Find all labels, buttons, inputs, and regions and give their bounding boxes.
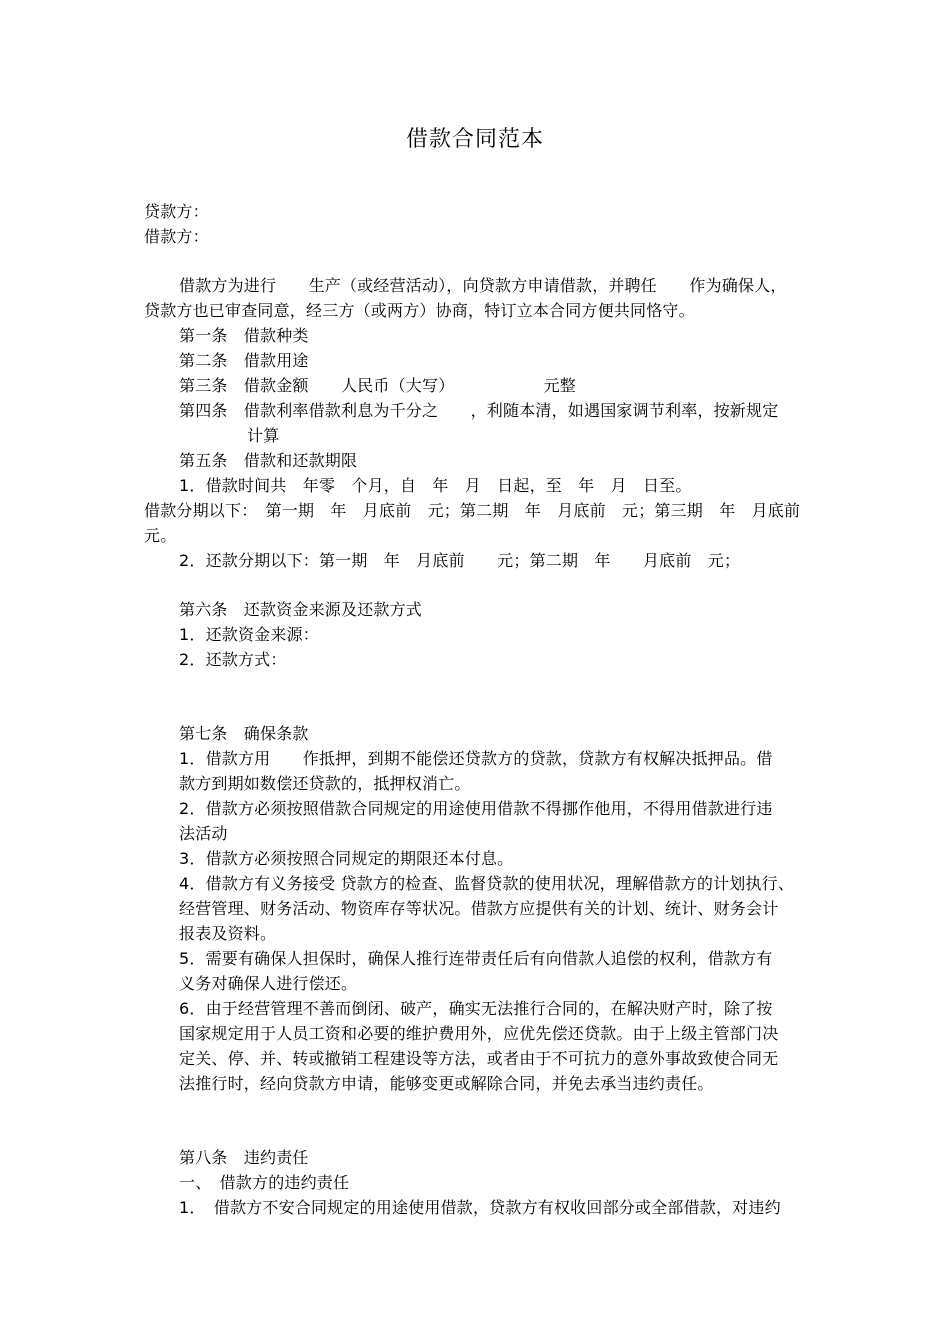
article-3: 第三条 借款金额 人民币（大写） 元整 [179,376,577,395]
article-7-line: 报表及资料。 [179,924,277,943]
article-7-line: 法推行时，经向贷款方申请，能够变更或解除合同，并免去承当违约责任。 [179,1074,714,1093]
intro-line-2: 贷款方也已审查同意，经三方（或两方）协商，特订立本合同方便共同恪守。 [144,301,695,320]
article-7-line: 义务对确保人进行偿还。 [179,974,358,993]
article-5-installments-end: 元。 [144,526,177,545]
article-6-item-1: 1．还款资金来源： [179,625,319,644]
article-7-line: 2．借款方必须按照借款合同规定的用途使用借款不得挪作他用，不得用借款进行违 [179,799,773,818]
article-2: 第二条 借款用途 [179,351,309,370]
article-4-line-2: 计算 [247,426,280,445]
article-7-line: 定关、停、并、转或撤销工程建设等方法，或者由于不可抗力的意外事故致使合同无 [179,1049,779,1068]
article-7-line: 款方到期如数偿还贷款的，抵押权消亡。 [179,774,471,793]
article-1: 第一条 借款种类 [179,326,309,345]
article-8-subheading: 一、 借款方的违约责任 [179,1173,350,1192]
borrower-label: 借款方： [144,227,209,246]
article-5: 第五条 借款和还款期限 [179,451,358,470]
article-6-item-2: 2．还款方式： [179,650,287,669]
lender-label: 贷款方： [144,202,209,221]
article-5-item-1: 1．借款时间共 年零 个月，自 年 月 日起，至 年 月 日至。 [179,476,692,495]
article-8-item-1: 1． 借款方不安合同规定的用途使用借款，贷款方有权收回部分或全部借款，对违约 [179,1198,781,1217]
article-7-line: 法活动 [179,824,228,843]
article-5-item-2: 2．还款分期以下：第一期 年 月底前 元；第二期 年 月底前 元； [179,551,741,570]
article-7-line: 5．需要有确保人担保时，确保人推行连带责任后有向借款人追偿的权利，借款方有 [179,949,773,968]
article-7-line: 6．由于经营管理不善而倒闭、破产，确实无法推行合同的，在解决财产时，除了按 [179,999,773,1018]
article-7-line: 1．借款方用 作抵押，到期不能偿还贷款方的贷款，贷款方有权解决抵押品。借 [179,749,773,768]
article-7-line: 3．借款方必须按照合同规定的期限还本付息。 [179,849,514,868]
article-5-installments: 借款分期以下： 第一期 年 月底前 元；第二期 年 月底前 元；第三期 年 月底前 [144,501,801,520]
article-7-line: 国家规定用于人员工资和必要的维护费用外，应优先偿还贷款。由于上级主管部门决 [179,1024,779,1043]
article-4-line-1: 第四条 借款利率借款利息为千分之 ，利随本清，如遇国家调节利率，按新规定 [179,401,779,420]
document-title: 借款合同范本 [405,127,544,152]
article-7-line: 经营管理、财务活动、物资库存等状况。借款方应提供有关的计划、统计、财务会计 [179,899,779,918]
article-7: 第七条 确保条款 [179,724,309,743]
article-8: 第八条 违约责任 [179,1148,309,1167]
article-7-line: 4．借款方有义务接受 贷款方的检查、监督贷款的使用状况，理解借款方的计划执行、 [179,874,795,893]
article-6: 第六条 还款资金来源及还款方式 [179,600,423,619]
intro-line-1: 借款方为进行 生产（或经营活动），向贷款方申请借款，并聘任 作为确保人， [179,276,787,295]
